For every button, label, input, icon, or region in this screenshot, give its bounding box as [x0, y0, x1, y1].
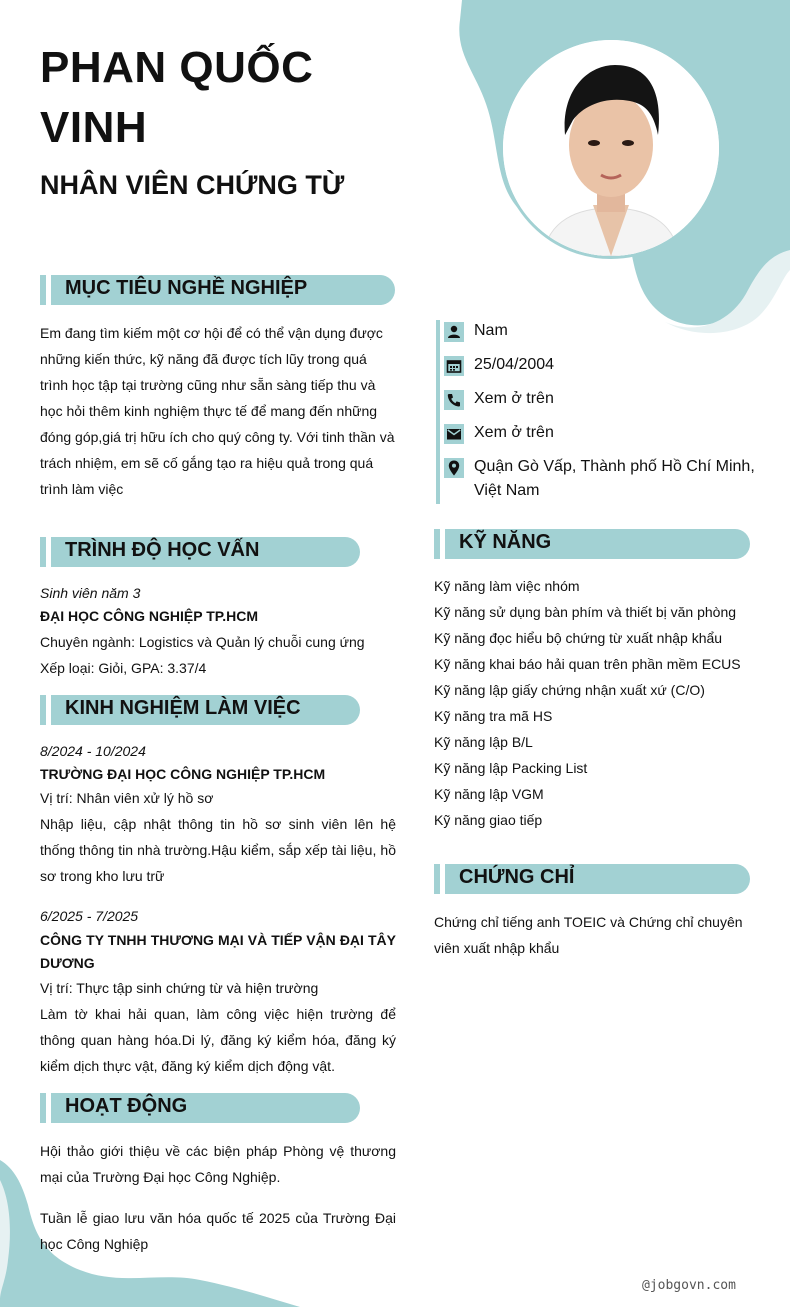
section-header-activities [40, 1093, 360, 1123]
section-header-skills [434, 529, 750, 559]
activity-item: Hội thảo giới thiệu về các biện pháp Phòng vệ thương mại của Trường Đại học Công Nghiệp. [40, 1143, 396, 1185]
profile-photo [500, 37, 722, 259]
contact-gender-text: Nam [474, 322, 508, 339]
contact-phone-text: Xem ở trên [474, 390, 554, 407]
experience-company: CÔNG TY TNHH THƯƠNG MẠI VÀ TIẾP VẬN ĐẠI TÂY DƯƠNG [40, 932, 396, 971]
skill-item: Kỹ năng giao tiếp [434, 812, 543, 828]
section-header-education [40, 537, 360, 567]
skill-item: Kỹ năng lập VGM [434, 786, 544, 802]
activity-item: Tuần lễ giao lưu văn hóa quốc tế 2025 của Trường Đại học Công Nghiệp [40, 1210, 396, 1252]
section-title: TRÌNH ĐỘ HỌC VẤN [65, 539, 260, 561]
skill-item: Kỹ năng lập B/L [434, 734, 533, 750]
objective-text: Em đang tìm kiếm một cơ hội để có thể vận dụng được những kiến thức, kỹ năng đã được tích lũy trong quá trình học tập tại trường cũng như sẵn sàng tiếp thu và học hỏi thêm kinh nghiệm thực tế để mang đến những đóng góp,giá trị hữu ích cho quý công ty. Với tinh thần và trách nhiệm, em sẽ cố gắng tạo ra hiệu quả trong quá trình làm việc [40, 325, 395, 497]
contact-divider [436, 320, 440, 504]
person-portrait-icon [503, 40, 719, 256]
experience-item [40, 738, 396, 889]
job-title: NHÂN VIÊN CHỨNG TỪ [40, 170, 345, 200]
certificates-text: Chứng chỉ tiếng anh TOEIC và Chứng chỉ chuyên viên xuất nhập khẩu [434, 914, 743, 956]
skill-item: Kỹ năng làm việc nhóm [434, 578, 580, 594]
mail-icon [444, 424, 464, 444]
experience-position: Vị trí: Nhân viên xử lý hồ sơ [40, 790, 214, 806]
education-grade: Xếp loại: Giỏi, GPA: 3.37/4 [40, 660, 207, 676]
section-title: KỸ NĂNG [459, 531, 552, 553]
section-title: HOẠT ĐỘNG [65, 1095, 188, 1117]
skill-item: Kỹ năng lập giấy chứng nhận xuất xứ (C/O) [434, 682, 705, 698]
experience-company: TRƯỜNG ĐẠI HỌC CÔNG NGHIỆP TP.HCM [40, 766, 326, 782]
section-header-experience [40, 695, 360, 725]
skill-item: Kỹ năng tra mã HS [434, 708, 553, 724]
skill-item: Kỹ năng đọc hiểu bộ chứng từ xuất nhập khẩu [434, 630, 723, 646]
section-title: MỤC TIÊU NGHỀ NGHIỆP [65, 277, 308, 299]
section-header-certificates [434, 864, 750, 894]
section-title: CHỨNG CHỈ [459, 866, 575, 888]
candidate-name: PHAN QUỐC VINH [40, 43, 314, 152]
experience-item [40, 903, 396, 1079]
section-header-objective [40, 275, 395, 305]
section-title: KINH NGHIỆM LÀM VIỆC [65, 697, 301, 719]
experience-period: 8/2024 - 10/2024 [40, 743, 146, 759]
experience-description: Làm tờ khai hải quan, làm công việc hiện trường để thông quan hàng hóa.Di lý, đăng ký kiểm hóa, đăng ký kiểm dịch thực vật, đăng ký kiểm dịch động vật. [40, 1006, 396, 1074]
experience-description: Nhập liệu, cập nhật thông tin hồ sơ sinh viên lên hệ thống thông tin nhà trường.Hậu kiểm, sắp xếp tài liệu, hồ sơ trong kho lưu trữ [40, 816, 396, 884]
skill-item: Kỹ năng sử dụng bàn phím và thiết bị văn phòng [434, 604, 737, 620]
phone-icon [444, 390, 464, 410]
contact-email-text: Xem ở trên [474, 424, 554, 441]
skill-item: Kỹ năng khai báo hải quan trên phần mềm ECUS [434, 656, 741, 672]
education-block [40, 580, 400, 681]
education-period: Sinh viên năm 3 [40, 585, 141, 601]
education-major: Chuyên ngành: Logistics và Quản lý chuỗi cung ứng [40, 634, 365, 650]
contact-address-text: Quận Gò Vấp, Thành phố Hồ Chí Minh, Việt Nam [474, 458, 755, 499]
location-pin-icon [444, 458, 464, 478]
watermark: @jobgovn.com [642, 1278, 736, 1293]
skill-item: Kỹ năng lập Packing List [434, 760, 588, 776]
contact-birthday-text: 25/04/2004 [474, 356, 555, 373]
calendar-icon [444, 356, 464, 376]
experience-period: 6/2025 - 7/2025 [40, 908, 139, 924]
person-icon [444, 322, 464, 342]
education-school: ĐẠI HỌC CÔNG NGHIỆP TP.HCM [40, 608, 259, 624]
experience-position: Vị trí: Thực tập sinh chứng từ và hiện trường [40, 980, 319, 996]
